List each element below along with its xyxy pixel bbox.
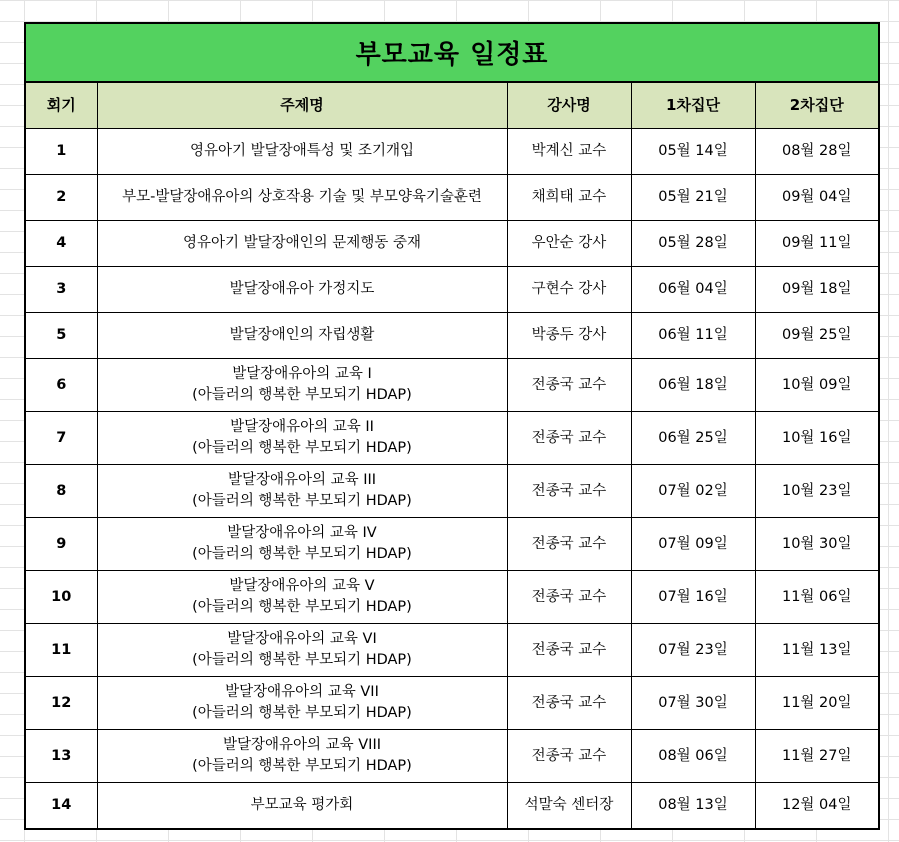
session-number: 12	[26, 677, 97, 730]
topic-cell	[97, 677, 507, 730]
table-row	[26, 783, 878, 829]
instructor-cell: 박계신 교수	[507, 129, 631, 175]
session-number: 11	[26, 624, 97, 677]
topic-line: (아들러의 행복한 부모되기 HDAP)	[192, 599, 412, 615]
table-row	[26, 465, 878, 518]
group2-date: 12월 04일	[755, 783, 878, 829]
table-row	[26, 221, 878, 267]
instructor-cell: 전종국 교수	[507, 677, 631, 730]
topic-line: 부모교육 평가회	[250, 797, 354, 813]
group1-date: 06월 11일	[631, 313, 755, 359]
table-row	[26, 518, 878, 571]
instructor-cell: 전종국 교수	[507, 518, 631, 571]
topic-line: 발달장애인의 자립생활	[229, 327, 375, 343]
topic-cell	[97, 175, 507, 221]
instructor-cell: 전종국 교수	[507, 571, 631, 624]
table-row	[26, 175, 878, 221]
header-topic: 주제명	[97, 83, 507, 129]
instructor-cell: 석말숙 센터장	[507, 783, 631, 829]
group1-date: 05월 14일	[631, 129, 755, 175]
topic-cell	[97, 313, 507, 359]
topic-line: 발달장애유아의 교육 VI	[227, 631, 377, 647]
topic-cell	[97, 221, 507, 267]
topic-line: 발달장애유아 가정지도	[229, 281, 375, 297]
group1-date: 05월 21일	[631, 175, 755, 221]
topic-line: 발달장애유아의 교육 II	[230, 419, 374, 435]
topic-line: (아들러의 행복한 부모되기 HDAP)	[192, 387, 412, 403]
group1-date: 07월 30일	[631, 677, 755, 730]
table-row	[26, 730, 878, 783]
table-row	[26, 359, 878, 412]
group2-date: 10월 30일	[755, 518, 878, 571]
topic-cell	[97, 571, 507, 624]
group1-date: 07월 16일	[631, 571, 755, 624]
group1-date: 05월 28일	[631, 221, 755, 267]
table-row	[26, 129, 878, 175]
topic-line: 발달장애유아의 교육 VIII	[222, 737, 382, 753]
table-row	[26, 624, 878, 677]
topic-line: (아들러의 행복한 부모되기 HDAP)	[192, 705, 412, 721]
topic-line: (아들러의 행복한 부모되기 HDAP)	[192, 440, 412, 456]
session-number: 3	[26, 267, 97, 313]
group2-date: 09월 18일	[755, 267, 878, 313]
group2-date: 09월 25일	[755, 313, 878, 359]
header-group2: 2차집단	[755, 83, 878, 129]
group1-date: 08월 06일	[631, 730, 755, 783]
group1-date: 06월 25일	[631, 412, 755, 465]
table-row	[26, 412, 878, 465]
session-number: 8	[26, 465, 97, 518]
session-number: 9	[26, 518, 97, 571]
group1-date: 07월 02일	[631, 465, 755, 518]
page-title: 부모교육 일정표	[26, 24, 878, 83]
group1-date: 07월 23일	[631, 624, 755, 677]
group2-date: 11월 20일	[755, 677, 878, 730]
session-number: 5	[26, 313, 97, 359]
instructor-cell: 전종국 교수	[507, 624, 631, 677]
topic-cell	[97, 465, 507, 518]
topic-line: (아들러의 행복한 부모되기 HDAP)	[192, 546, 412, 562]
group2-date: 10월 16일	[755, 412, 878, 465]
session-number: 6	[26, 359, 97, 412]
session-number: 1	[26, 129, 97, 175]
topic-line: 발달장애유아의 교육 IV	[227, 525, 377, 541]
group2-date: 11월 06일	[755, 571, 878, 624]
instructor-cell: 전종국 교수	[507, 359, 631, 412]
header-session: 회기	[26, 83, 97, 129]
session-number: 13	[26, 730, 97, 783]
topic-cell	[97, 730, 507, 783]
group1-date: 06월 04일	[631, 267, 755, 313]
schedule-sheet	[24, 22, 880, 830]
topic-line: 영유아기 발달장애특성 및 조기개입	[190, 143, 414, 159]
session-number: 2	[26, 175, 97, 221]
session-number: 4	[26, 221, 97, 267]
header-group1: 1차집단	[631, 83, 755, 129]
topic-line: (아들러의 행복한 부모되기 HDAP)	[192, 758, 412, 774]
group2-date: 11월 13일	[755, 624, 878, 677]
session-number: 7	[26, 412, 97, 465]
topic-line: (아들러의 행복한 부모되기 HDAP)	[192, 493, 412, 509]
instructor-cell: 전종국 교수	[507, 465, 631, 518]
instructor-cell: 구현수 강사	[507, 267, 631, 313]
topic-cell	[97, 412, 507, 465]
topic-cell	[97, 267, 507, 313]
session-number: 10	[26, 571, 97, 624]
topic-cell	[97, 129, 507, 175]
group2-date: 11월 27일	[755, 730, 878, 783]
topic-line: 발달장애유아의 교육 III	[227, 472, 377, 488]
topic-line: 발달장애유아의 교육 VII	[225, 684, 379, 700]
session-number: 14	[26, 783, 97, 829]
topic-line: (아들러의 행복한 부모되기 HDAP)	[192, 652, 412, 668]
instructor-cell: 우안순 강사	[507, 221, 631, 267]
topic-cell	[97, 359, 507, 412]
group1-date: 07월 09일	[631, 518, 755, 571]
instructor-cell: 채희태 교수	[507, 175, 631, 221]
table-row	[26, 313, 878, 359]
table-row	[26, 571, 878, 624]
topic-line: 발달장애유아의 교육 V	[229, 578, 375, 594]
group2-date: 09월 11일	[755, 221, 878, 267]
table-row	[26, 677, 878, 730]
header-row	[26, 83, 878, 129]
topic-cell	[97, 783, 507, 829]
table-row	[26, 267, 878, 313]
topic-cell	[97, 624, 507, 677]
group2-date: 10월 23일	[755, 465, 878, 518]
topic-line: 발달장애유아의 교육 Ⅰ	[232, 366, 372, 382]
group2-date: 10월 09일	[755, 359, 878, 412]
instructor-cell: 전종국 교수	[507, 730, 631, 783]
schedule-table	[26, 83, 878, 828]
topic-cell	[97, 518, 507, 571]
group1-date: 08월 13일	[631, 783, 755, 829]
instructor-cell: 전종국 교수	[507, 412, 631, 465]
group2-date: 09월 04일	[755, 175, 878, 221]
topic-line: 부모-발달장애유아의 상호작용 기술 및 부모양육기술훈련	[122, 189, 482, 205]
group2-date: 08월 28일	[755, 129, 878, 175]
group1-date: 06월 18일	[631, 359, 755, 412]
topic-line: 영유아기 발달장애인의 문제행동 중재	[183, 235, 421, 251]
header-instructor: 강사명	[507, 83, 631, 129]
instructor-cell: 박종두 강사	[507, 313, 631, 359]
